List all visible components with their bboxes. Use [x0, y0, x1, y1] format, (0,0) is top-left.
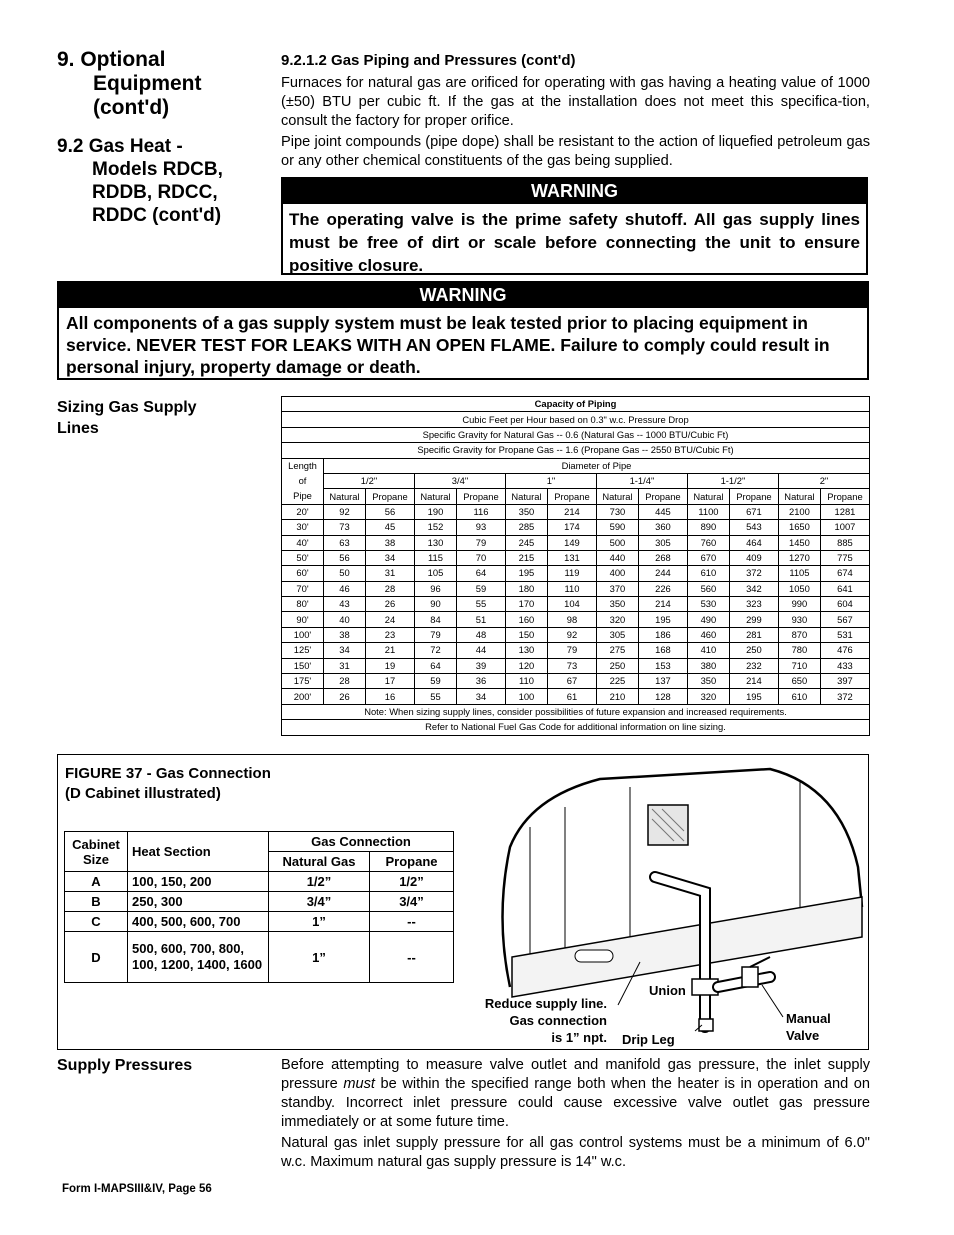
- capacity-cell: 137: [638, 674, 687, 689]
- warning-label: WARNING: [59, 283, 867, 308]
- table-row: [282, 520, 870, 535]
- capacity-cell: 64: [456, 566, 505, 581]
- capacity-cell: 268: [638, 550, 687, 565]
- propane-column-header: Propane: [638, 489, 687, 504]
- natural-size: 1”: [269, 912, 370, 932]
- capacity-table-line: Cubic Feet per Hour based on 0.3" w.c. Pressure Drop: [282, 412, 870, 427]
- capacity-cell: 380: [687, 658, 729, 673]
- capacity-cell: 46: [324, 581, 366, 596]
- manual-valve: [742, 967, 758, 987]
- capacity-cell: 460: [687, 627, 729, 642]
- size-header: 1-1/2": [687, 473, 778, 488]
- capacity-cell: 186: [638, 627, 687, 642]
- capacity-cell: 360: [638, 520, 687, 535]
- capacity-cell: 1270: [778, 550, 820, 565]
- gas-connection-table: [64, 831, 454, 983]
- pipe-length-cell: 70': [282, 581, 324, 596]
- capacity-cell: 400: [596, 566, 638, 581]
- capacity-cell: 45: [365, 520, 414, 535]
- pipe-length-cell: 60': [282, 566, 324, 581]
- capacity-cell: 1450: [778, 535, 820, 550]
- gas-connection-header: Gas Connection: [269, 832, 454, 852]
- capacity-cell: 214: [547, 504, 596, 519]
- capacity-cell: 195: [505, 566, 547, 581]
- propane-column-header: Propane: [365, 489, 414, 504]
- capacity-cell: 79: [414, 627, 456, 642]
- capacity-cell: 560: [687, 581, 729, 596]
- capacity-cell: 36: [456, 674, 505, 689]
- table-row: [282, 535, 870, 550]
- section-title-line3: (cont'd): [93, 96, 170, 119]
- table-row: [282, 597, 870, 612]
- capacity-cell: 1100: [687, 504, 729, 519]
- warning-box-valve: [281, 177, 868, 275]
- capacity-cell: 372: [820, 689, 869, 704]
- capacity-cell: 130: [505, 643, 547, 658]
- capacity-cell: 990: [778, 597, 820, 612]
- capacity-cell: 90: [414, 597, 456, 612]
- capacity-cell: 105: [414, 566, 456, 581]
- capacity-cell: 28: [365, 581, 414, 596]
- propane-size: --: [370, 932, 454, 983]
- capacity-cell: 38: [324, 627, 366, 642]
- capacity-cell: 84: [414, 612, 456, 627]
- pipe-length-cell: 175': [282, 674, 324, 689]
- capacity-cell: 110: [505, 674, 547, 689]
- table-row: [282, 658, 870, 673]
- capacity-cell: 397: [820, 674, 869, 689]
- piping-paragraph-2: Pipe joint compounds (pipe dope) shall be resistant to the action of liquefied petroleum gas or any other chemical constituents of the gas being supplied.: [281, 134, 870, 169]
- table-note: Refer to National Fuel Gas Code for additional information on line sizing.: [282, 720, 870, 735]
- capacity-cell: 410: [687, 643, 729, 658]
- capacity-cell: 671: [729, 504, 778, 519]
- propane-size: 1/2”: [370, 872, 454, 892]
- capacity-cell: 670: [687, 550, 729, 565]
- capacity-cell: 28: [324, 674, 366, 689]
- capacity-cell: 250: [596, 658, 638, 673]
- capacity-cell: 610: [687, 566, 729, 581]
- capacity-cell: 244: [638, 566, 687, 581]
- length-header: Pipe: [282, 489, 324, 504]
- table-note-row: [282, 720, 870, 735]
- size-header: 2": [778, 473, 869, 488]
- capacity-cell: 372: [729, 566, 778, 581]
- capacity-cell: 531: [820, 627, 869, 642]
- capacity-cell: 73: [324, 520, 366, 535]
- capacity-cell: 72: [414, 643, 456, 658]
- table-row: [282, 689, 870, 704]
- length-header: Length: [282, 458, 324, 473]
- capacity-cell: 160: [505, 612, 547, 627]
- capacity-cell: 1650: [778, 520, 820, 535]
- capacity-cell: 567: [820, 612, 869, 627]
- reduce-label-l3: is 1” npt.: [551, 1030, 607, 1045]
- leader-valve: [762, 985, 783, 1017]
- table-row: [282, 627, 870, 642]
- capacity-cell: 180: [505, 581, 547, 596]
- supply-paragraph-1: [281, 1056, 870, 1132]
- table-note-row: [282, 704, 870, 719]
- capacity-cell: 21: [365, 643, 414, 658]
- base-opening: [575, 950, 613, 962]
- capacity-cell: 195: [638, 612, 687, 627]
- capacity-cell: 43: [324, 597, 366, 612]
- cabinet-size: B: [65, 892, 128, 912]
- natural-size: 3/4”: [269, 892, 370, 912]
- table-row: [282, 550, 870, 565]
- capacity-cell: 34: [456, 689, 505, 704]
- capacity-cell: 59: [414, 674, 456, 689]
- pipe-length-cell: 20': [282, 504, 324, 519]
- capacity-cell: 890: [687, 520, 729, 535]
- capacity-cell: 350: [596, 597, 638, 612]
- capacity-cell: 775: [820, 550, 869, 565]
- figure-title: [65, 764, 271, 804]
- reduce-supply-label: [473, 995, 607, 1046]
- capacity-cell: 885: [820, 535, 869, 550]
- capacity-cell: 119: [547, 566, 596, 581]
- capacity-cell: 152: [414, 520, 456, 535]
- size-header: 1/2": [324, 473, 415, 488]
- capacity-cell: 299: [729, 612, 778, 627]
- propane-header: Propane: [370, 852, 454, 872]
- table-row: [282, 612, 870, 627]
- capacity-cell: 63: [324, 535, 366, 550]
- table-row: [282, 581, 870, 596]
- capacity-cell: 1007: [820, 520, 869, 535]
- capacity-cell: 50: [324, 566, 366, 581]
- capacity-cell: 350: [505, 504, 547, 519]
- pipe-length-cell: 150': [282, 658, 324, 673]
- capacity-cell: 320: [687, 689, 729, 704]
- capacity-cell: 1050: [778, 581, 820, 596]
- capacity-cell: 1105: [778, 566, 820, 581]
- capacity-cell: 92: [547, 627, 596, 642]
- section-title-line1: 9. Optional: [57, 48, 166, 71]
- capacity-cell: 543: [729, 520, 778, 535]
- capacity-cell: 67: [547, 674, 596, 689]
- drip-leg-cap: [699, 1019, 713, 1031]
- capacity-cell: 70: [456, 550, 505, 565]
- capacity-cell: 342: [729, 581, 778, 596]
- capacity-table: [281, 396, 870, 736]
- pipe-length-cell: 125': [282, 643, 324, 658]
- table-row: [282, 566, 870, 581]
- propane-column-header: Propane: [820, 489, 869, 504]
- capacity-cell: 19: [365, 658, 414, 673]
- cabinet-size: D: [65, 932, 128, 983]
- capacity-cell: 48: [456, 627, 505, 642]
- figure-title-line1: FIGURE 37 - Gas Connection: [65, 765, 271, 782]
- capacity-table-title: Capacity of Piping: [282, 397, 870, 412]
- capacity-table-line: Specific Gravity for Propane Gas -- 1.6 (Propane Gas -- 2550 BTU/Cubic Ft): [282, 443, 870, 458]
- capacity-cell: 214: [729, 674, 778, 689]
- figure-title-line2: (D Cabinet illustrated): [65, 785, 221, 802]
- pipe-length-cell: 90': [282, 612, 324, 627]
- warning-text: All components of a gas supply system must be leak tested prior to placing equipment in service. NEVER TEST FOR LEAKS WITH AN OPEN FLAME. Failure to comply could result in personal injury, property damage or death.: [66, 313, 830, 377]
- valve-handle: [750, 957, 770, 967]
- capacity-cell: 1281: [820, 504, 869, 519]
- capacity-cell: 190: [414, 504, 456, 519]
- capacity-cell: 674: [820, 566, 869, 581]
- capacity-cell: 530: [687, 597, 729, 612]
- capacity-cell: 250: [729, 643, 778, 658]
- propane-column-header: Propane: [456, 489, 505, 504]
- capacity-cell: 930: [778, 612, 820, 627]
- capacity-cell: 96: [414, 581, 456, 596]
- propane-column-header: Propane: [547, 489, 596, 504]
- capacity-cell: 305: [638, 535, 687, 550]
- size-header: 1": [505, 473, 596, 488]
- capacity-cell: 285: [505, 520, 547, 535]
- capacity-cell: 170: [505, 597, 547, 612]
- natural-column-header: Natural: [414, 489, 456, 504]
- heat-section: 250, 300: [128, 892, 269, 912]
- capacity-cell: 93: [456, 520, 505, 535]
- manual-valve-label: [786, 1010, 831, 1044]
- pipe-length-cell: 30': [282, 520, 324, 535]
- supply-text-a: Before attempting to measure valve outlet and manifold gas pressure, the inlet supply pressure: [281, 1057, 870, 1092]
- capacity-cell: 320: [596, 612, 638, 627]
- supply-text-em: must: [343, 1076, 375, 1092]
- capacity-cell: 34: [365, 550, 414, 565]
- union-label: Union: [649, 983, 686, 998]
- capacity-cell: 350: [687, 674, 729, 689]
- cabinet-size: A: [65, 872, 128, 892]
- capacity-cell: 115: [414, 550, 456, 565]
- cabinet-size: C: [65, 912, 128, 932]
- size-header: 1-1/4": [596, 473, 687, 488]
- propane-column-header: Propane: [729, 489, 778, 504]
- capacity-cell: 323: [729, 597, 778, 612]
- sizing-heading: Sizing Gas Supply Lines: [57, 399, 197, 437]
- capacity-cell: 24: [365, 612, 414, 627]
- warning-box-leak-test: [57, 281, 869, 380]
- capacity-cell: 120: [505, 658, 547, 673]
- capacity-cell: 40: [324, 612, 366, 627]
- capacity-cell: 150: [505, 627, 547, 642]
- natural-column-header: Natural: [505, 489, 547, 504]
- manual-label-l1: Manual: [786, 1011, 831, 1026]
- warning-text: The operating valve is the prime safety shutoff. All gas supply lines must be free of dirt or scale before connecting the unit to ensure positive closure.: [289, 210, 860, 275]
- capacity-cell: 59: [456, 581, 505, 596]
- capacity-cell: 214: [638, 597, 687, 612]
- section-title: [57, 48, 277, 120]
- drip-leg-label: Drip Leg: [622, 1032, 675, 1047]
- size-header: 3/4": [414, 473, 505, 488]
- natural-column-header: Natural: [687, 489, 729, 504]
- capacity-cell: 226: [638, 581, 687, 596]
- capacity-cell: 61: [547, 689, 596, 704]
- capacity-cell: 445: [638, 504, 687, 519]
- reduce-label-l2: Gas connection: [509, 1013, 607, 1028]
- propane-size: 3/4”: [370, 892, 454, 912]
- capacity-cell: 16: [365, 689, 414, 704]
- capacity-cell: 225: [596, 674, 638, 689]
- capacity-cell: 56: [365, 504, 414, 519]
- page-footer: Form I-MAPSIII&IV, Page 56: [62, 1183, 212, 1195]
- capacity-cell: 56: [324, 550, 366, 565]
- capacity-cell: 26: [365, 597, 414, 612]
- capacity-cell: 780: [778, 643, 820, 658]
- capacity-cell: 275: [596, 643, 638, 658]
- table-row: [282, 674, 870, 689]
- subsection-title-line4: RDDC (cont'd): [92, 205, 222, 226]
- capacity-cell: 64: [414, 658, 456, 673]
- warning-label: WARNING: [283, 179, 866, 204]
- capacity-cell: 26: [324, 689, 366, 704]
- pipe-length-cell: 50': [282, 550, 324, 565]
- capacity-cell: 610: [778, 689, 820, 704]
- capacity-cell: 641: [820, 581, 869, 596]
- cabinet-header-l2: Size: [82, 851, 109, 867]
- capacity-cell: 370: [596, 581, 638, 596]
- table-row: [282, 504, 870, 519]
- heat-section: 100, 150, 200: [128, 872, 269, 892]
- manual-label-l2: Valve: [786, 1028, 820, 1043]
- pipe-length-cell: 40': [282, 535, 324, 550]
- natural-size: 1/2”: [269, 872, 370, 892]
- capacity-cell: 870: [778, 627, 820, 642]
- pipe-length-cell: 100': [282, 627, 324, 642]
- capacity-cell: 92: [324, 504, 366, 519]
- natural-gas-header: Natural Gas: [269, 852, 370, 872]
- capacity-table-line: Specific Gravity for Natural Gas -- 0.6 (Natural Gas -- 1000 BTU/Cubic Ft): [282, 427, 870, 442]
- capacity-cell: 210: [596, 689, 638, 704]
- subsection-title-line2: Models RDCB,: [92, 159, 223, 180]
- cabinet-header-l1: Cabinet: [72, 836, 120, 852]
- piping-paragraph-1: Furnaces for natural gas are orificed for operating with gas having a heating value of 1000 (±50) BTU per cubic ft. If the gas at the installation does not meet this specifica-tion, consult the factory for proper orifice.: [281, 75, 870, 129]
- capacity-cell: 38: [365, 535, 414, 550]
- heat-section: 500, 600, 700, 800, 100, 1200, 1400, 1600: [128, 932, 269, 983]
- section-title-line2: Equipment: [93, 72, 202, 95]
- capacity-cell: 174: [547, 520, 596, 535]
- capacity-cell: 464: [729, 535, 778, 550]
- capacity-cell: 34: [324, 643, 366, 658]
- natural-size: 1”: [269, 932, 370, 983]
- propane-size: --: [370, 912, 454, 932]
- diameter-header: Diameter of Pipe: [324, 458, 870, 473]
- length-header: of: [282, 473, 324, 488]
- capacity-cell: 73: [547, 658, 596, 673]
- capacity-cell: 79: [547, 643, 596, 658]
- capacity-cell: 730: [596, 504, 638, 519]
- subsection-title-line1: 9.2 Gas Heat -: [57, 136, 183, 157]
- capacity-cell: 55: [456, 597, 505, 612]
- capacity-cell: 500: [596, 535, 638, 550]
- capacity-cell: 39: [456, 658, 505, 673]
- capacity-cell: 710: [778, 658, 820, 673]
- capacity-cell: 31: [324, 658, 366, 673]
- capacity-cell: 2100: [778, 504, 820, 519]
- table-row: [282, 643, 870, 658]
- pipe-length-cell: 80': [282, 597, 324, 612]
- capacity-cell: 409: [729, 550, 778, 565]
- reduce-label-l1: Reduce supply line.: [484, 996, 607, 1011]
- capacity-cell: 168: [638, 643, 687, 658]
- capacity-cell: 215: [505, 550, 547, 565]
- capacity-cell: 110: [547, 581, 596, 596]
- capacity-cell: 476: [820, 643, 869, 658]
- capacity-cell: 281: [729, 627, 778, 642]
- capacity-cell: 17: [365, 674, 414, 689]
- capacity-cell: 98: [547, 612, 596, 627]
- capacity-cell: 131: [547, 550, 596, 565]
- supply-text-b: be within the specified range both when the heater is in operation and on standby. Incorrect inlet pressure could cause excessive valve outlet gas pressure immediately or at some future time.: [281, 1076, 871, 1130]
- capacity-cell: 440: [596, 550, 638, 565]
- subsection-title: [57, 135, 272, 227]
- capacity-cell: 100: [505, 689, 547, 704]
- supply-heading: Supply Pressures: [57, 1057, 193, 1074]
- supply-paragraph-2: Natural gas inlet supply pressure for all gas control systems must be a minimum of 6.0" w.c. Maximum natural gas supply pressure is 14" w.c.: [281, 1135, 870, 1170]
- capacity-cell: 245: [505, 535, 547, 550]
- capacity-cell: 130: [414, 535, 456, 550]
- capacity-cell: 149: [547, 535, 596, 550]
- piping-heading: 9.2.1.2 Gas Piping and Pressures (cont'd): [281, 52, 576, 69]
- table-note: Note: When sizing supply lines, consider possibilities of future expansion and increased requirements.: [282, 704, 870, 719]
- capacity-cell: 760: [687, 535, 729, 550]
- subsection-title-line3: RDDB, RDCC,: [92, 182, 218, 203]
- capacity-cell: 433: [820, 658, 869, 673]
- capacity-cell: 305: [596, 627, 638, 642]
- capacity-cell: 490: [687, 612, 729, 627]
- capacity-cell: 650: [778, 674, 820, 689]
- capacity-cell: 104: [547, 597, 596, 612]
- pipe-length-cell: 200': [282, 689, 324, 704]
- natural-column-header: Natural: [778, 489, 820, 504]
- capacity-cell: 116: [456, 504, 505, 519]
- capacity-cell: 79: [456, 535, 505, 550]
- heat-section-header: Heat Section: [128, 832, 269, 872]
- capacity-cell: 153: [638, 658, 687, 673]
- heat-section: 400, 500, 600, 700: [128, 912, 269, 932]
- capacity-cell: 590: [596, 520, 638, 535]
- capacity-cell: 232: [729, 658, 778, 673]
- capacity-cell: 51: [456, 612, 505, 627]
- capacity-cell: 604: [820, 597, 869, 612]
- capacity-cell: 128: [638, 689, 687, 704]
- natural-column-header: Natural: [596, 489, 638, 504]
- capacity-cell: 44: [456, 643, 505, 658]
- cabinet-size-header: [65, 832, 128, 872]
- natural-column-header: Natural: [324, 489, 366, 504]
- capacity-cell: 31: [365, 566, 414, 581]
- capacity-cell: 23: [365, 627, 414, 642]
- capacity-cell: 195: [729, 689, 778, 704]
- capacity-cell: 55: [414, 689, 456, 704]
